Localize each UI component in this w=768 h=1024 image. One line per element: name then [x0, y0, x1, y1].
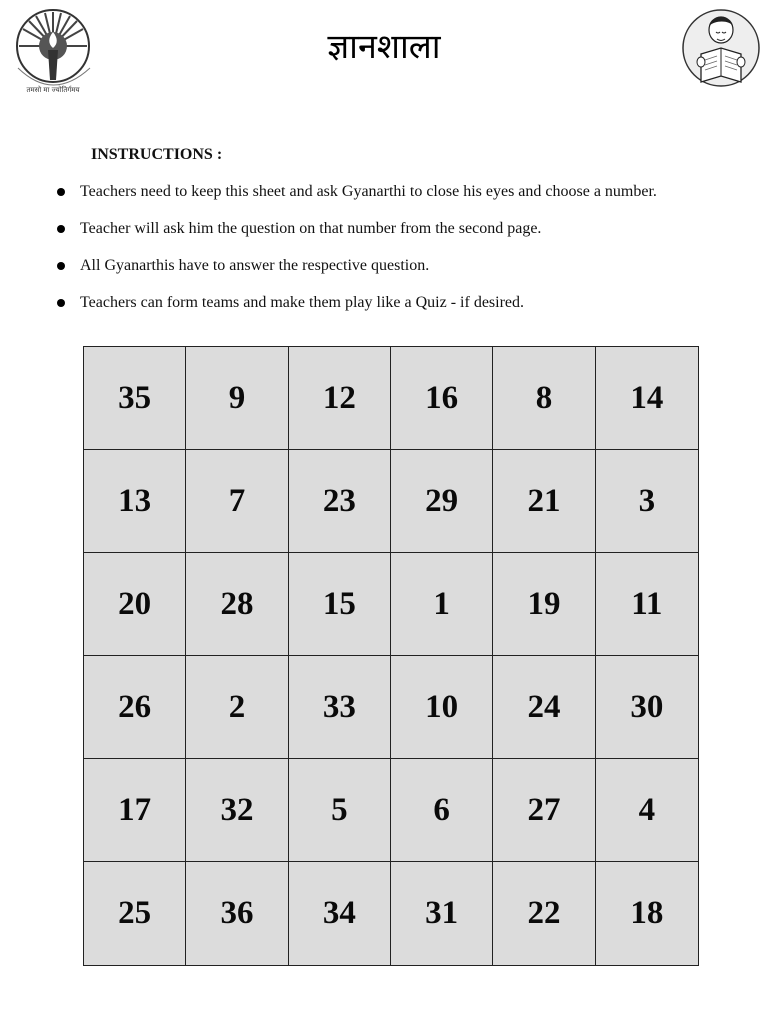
grid-cell[interactable]: 24	[493, 656, 595, 759]
grid-cell[interactable]: 6	[391, 759, 493, 862]
grid-cell[interactable]: 17	[84, 759, 186, 862]
logo-motto: तमसो मा ज्योतिर्गमय	[26, 86, 80, 94]
grid-cell[interactable]: 21	[493, 450, 595, 553]
grid-cell[interactable]: 27	[493, 759, 595, 862]
grid-cell[interactable]: 20	[84, 553, 186, 656]
grid-cell[interactable]: 4	[596, 759, 698, 862]
grid-cell[interactable]: 25	[84, 862, 186, 965]
grid-cell[interactable]: 2	[186, 656, 288, 759]
grid-cell[interactable]: 29	[391, 450, 493, 553]
instruction-item	[55, 181, 657, 218]
grid-cell[interactable]: 35	[84, 347, 186, 450]
bullet-icon	[57, 225, 65, 233]
page-title: ज्ञानशाला	[327, 27, 441, 67]
grid-cell[interactable]: 32	[186, 759, 288, 862]
grid-cell[interactable]: 5	[289, 759, 391, 862]
grid-cell[interactable]: 1	[391, 553, 493, 656]
instruction-text: Teachers can form teams and make them play like a Quiz - if desired.	[80, 294, 525, 311]
grid-cell[interactable]: 9	[186, 347, 288, 450]
grid-cell[interactable]: 30	[596, 656, 698, 759]
bullet-icon	[57, 262, 65, 270]
grid-cell[interactable]: 33	[289, 656, 391, 759]
grid-cell[interactable]: 11	[596, 553, 698, 656]
grid-cell[interactable]: 22	[493, 862, 595, 965]
grid-cell[interactable]: 7	[186, 450, 288, 553]
grid-cell[interactable]: 12	[289, 347, 391, 450]
grid-cell[interactable]: 36	[186, 862, 288, 965]
instruction-text: Teachers need to keep this sheet and ask Gyanarthi to close his eyes and choose a number.	[80, 183, 657, 200]
grid-cell[interactable]: 19	[493, 553, 595, 656]
instructions-heading: INSTRUCTIONS :	[91, 146, 223, 163]
grid-cell[interactable]: 31	[391, 862, 493, 965]
grid-cell[interactable]: 13	[84, 450, 186, 553]
number-grid	[83, 346, 699, 966]
grid-cell[interactable]: 8	[493, 347, 595, 450]
reading-child-icon	[681, 4, 761, 94]
instruction-text: All Gyanarthis have to answer the respective question.	[80, 257, 430, 274]
bullet-icon	[57, 188, 65, 196]
grid-cell[interactable]: 14	[596, 347, 698, 450]
grid-cell[interactable]: 28	[186, 553, 288, 656]
instruction-item	[55, 218, 657, 255]
instruction-list	[55, 181, 657, 329]
grid-cell[interactable]: 26	[84, 656, 186, 759]
grid-cell[interactable]: 16	[391, 347, 493, 450]
grid-cell[interactable]: 23	[289, 450, 391, 553]
instruction-item	[55, 255, 657, 292]
grid-cell[interactable]: 18	[596, 862, 698, 965]
bullet-icon	[57, 299, 65, 307]
instruction-item	[55, 292, 657, 329]
instruction-text: Teacher will ask him the question on that number from the second page.	[80, 220, 542, 237]
grid-cell[interactable]: 3	[596, 450, 698, 553]
grid-cell[interactable]: 10	[391, 656, 493, 759]
grid-cell[interactable]: 34	[289, 862, 391, 965]
grid-cell[interactable]: 15	[289, 553, 391, 656]
reading-child-logo	[681, 4, 761, 94]
